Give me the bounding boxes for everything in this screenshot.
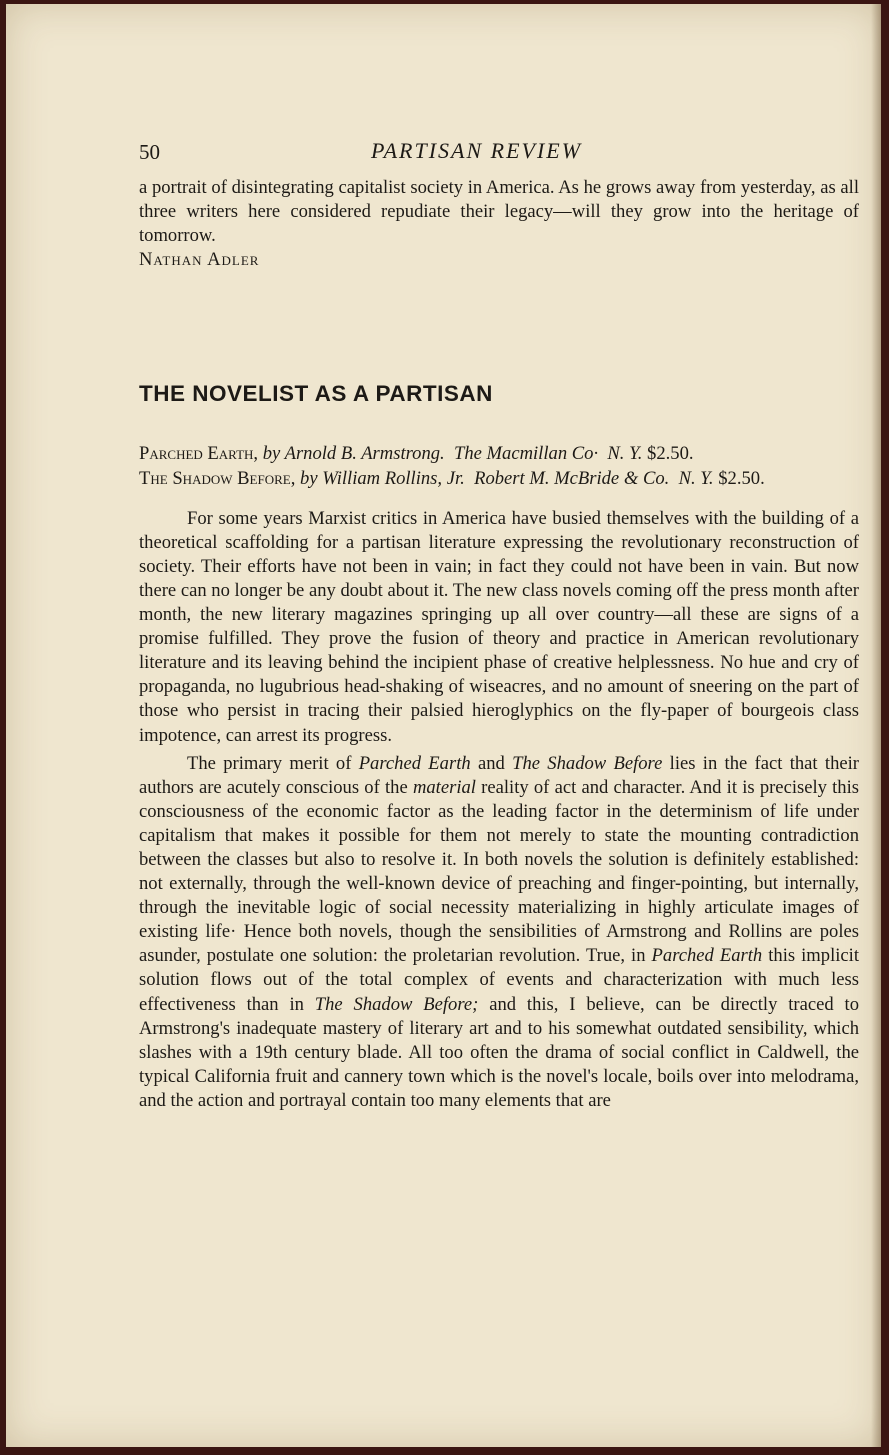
book-place: N. Y. — [678, 467, 714, 489]
book-publisher: The Macmillan Co· — [454, 443, 599, 465]
page-content — [139, 176, 859, 1115]
paragraph-text: this implicit solution flows out of the total complex of events and characterization with much less effectiveness than in — [139, 945, 859, 1015]
book-price: $2.50. — [647, 443, 694, 465]
italic-emphasis: material — [412, 776, 476, 798]
paragraph-text: The primary merit of — [187, 752, 359, 774]
book-price: $2.50. — [718, 467, 765, 489]
previous-review-closing-text: a portrait of disintegrating capitalist society in America. As he grows away from yesterday, as all three writers here considered repudiate their legacy—will they grow into the heritage of tomorrow. — [139, 177, 859, 247]
book-author: by William Rollins, Jr. — [300, 467, 465, 489]
paragraph-text: reality of act and character. And it is precisely this consciousness of the economic factor as the leading factor in the determinism of life under capitalism that makes it possible for them not merely to state the mounting contradiction between the classes but also to resolve it. In both novels the solution is definitely established: not externally, through the well-known device of preaching and finger-pointing, but internally, through the inevitable logic of social necessity materializing in highly articulate images of existing life· Hence both novels, though the sensibilities of Armstrong and Rollins are poles asunder, postulate one solution: the proletarian revolution. True, in — [139, 776, 860, 967]
review-paragraph-2 — [139, 752, 859, 1113]
book-entry — [139, 467, 859, 491]
italic-book-title: Parched Earth — [651, 945, 763, 967]
page-edge-shadow — [871, 4, 881, 1447]
paragraph-text: and this, I believe, can be directly traced to Armstrong's inadequate mastery of literary art and to his somewhat outdated sensibility, which slashes with a 19th century blade. All too often the drama of social conflict in Caldwell, the typical California fruit and cannery town which is the novel's locale, boils over into melodrama, and the action and portrayal contain too many elements that are — [139, 993, 859, 1111]
italic-book-title: The Shadow Before — [512, 752, 663, 774]
reviewer-signature: Nathan Adler — [139, 249, 260, 271]
italic-book-title: Parched Earth — [358, 752, 471, 774]
book-author: by Arnold B. Armstrong. — [262, 443, 445, 465]
book-place: N. Y. — [607, 443, 643, 465]
reviewed-books-list — [139, 442, 859, 490]
book-publisher: Robert M. McBride & Co. — [474, 467, 670, 489]
book-title: Parched Earth, — [139, 443, 259, 465]
book-page — [6, 4, 881, 1447]
page-header — [139, 136, 859, 176]
page-number: 50 — [139, 140, 160, 164]
running-title: PARTISAN REVIEW — [371, 138, 583, 163]
paragraph-text: and — [470, 752, 513, 774]
paragraph-text: lies in the fact that their authors are acutely conscious of the — [139, 752, 859, 798]
italic-book-title: The Shadow Before; — [314, 993, 479, 1015]
book-title: The Shadow Before, — [139, 467, 296, 489]
review-paragraph-1: For some years Marxist critics in America have busied themselves with the building of a theoretical scaffolding for a partisan literature expressing the revolutionary reconstruction of society. Their efforts have not been in vain; in fact they could not have been in vain. But now there can no longer be any doubt about it. The new class novels coming off the press month after month, the new literary magazines springing up all over country—all these are signs of a promise fulfilled. They prove the fusion of theory and practice in American revolutionary literature and its leaving behind the incipient phase of creative helplessness. No hue and cry of propaganda, no lugubrious head-shaking of wiseacres, and no amount of sneering on the part of those who persist in tracing their palsied hieroglyphics on the fly-paper of bourgeois class impotence, can arrest its progress. — [139, 507, 859, 746]
book-entry — [139, 442, 859, 466]
section-title: THE NOVELIST AS A PARTISAN — [139, 381, 493, 407]
